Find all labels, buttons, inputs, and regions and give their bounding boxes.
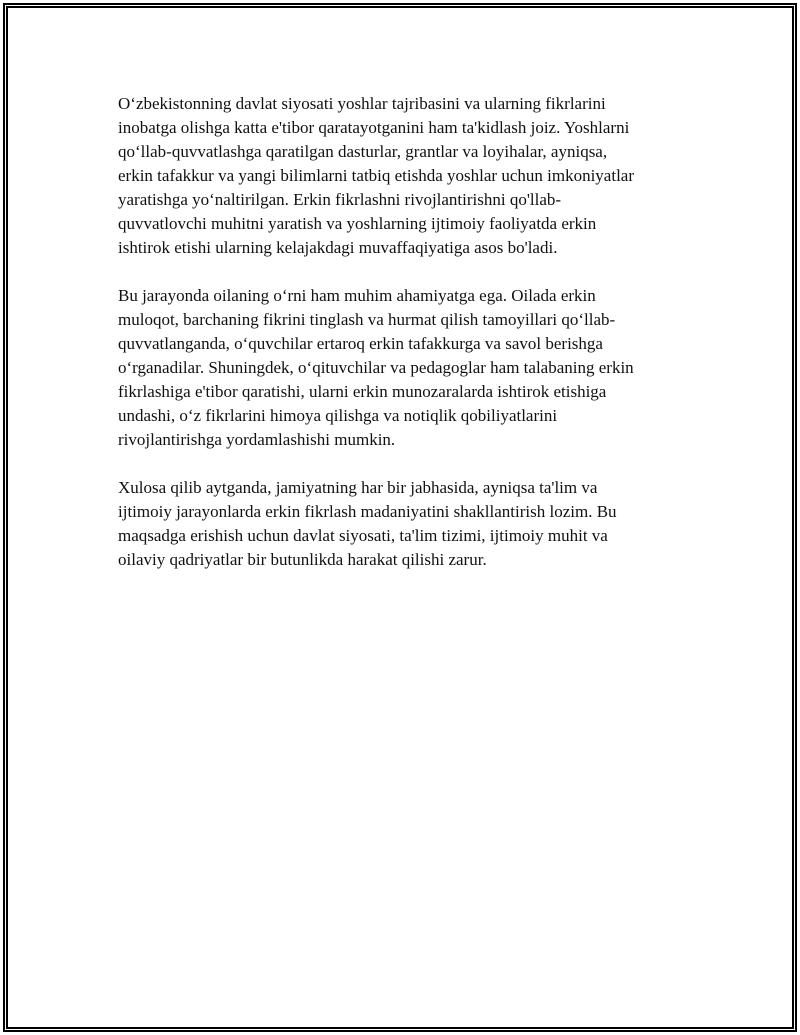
document-body <box>118 92 683 596</box>
paragraph-1: O‘zbekistonning davlat siyosati yoshlar tajribasini va ularning fikrlarini inobatga olishga katta e'tibor qaratayotganini ham ta'kidlash joiz. Yoshlarni qo‘llab-quvvatlashga qaratilgan dasturlar, grantlar va loyihalar, ayniqsa, erkin tafakkur va yangi bilimlarni tatbiq etishda yoshlar uchun imkoniyatlar yaratishga yo‘naltirilgan. Erkin fikrlashni rivojlantirishni qo'llab- quvvatlovchi muhitni yaratish va yoshlarning ijtimoiy faoliyatda erkin ishtirok etishi ularning kelajakdagi muvaffaqiyatiga asos bo'ladi. <box>118 94 635 257</box>
paragraph-2: Bu jarayonda oilaning o‘rni ham muhim ahamiyatga ega. Oilada erkin muloqot, barchaning fikrini tinglash va hurmat qilish tamoyillari qo‘llab- quvvatlanganda, o‘quvchilar ertaroq erkin tafakkurga va savol berishga o‘rganadilar. Shuningdek, o‘qituvchilar va pedagoglar ham talabaning erkin fikrlashiga e'tibor qaratishi, ularni erkin munozaralarda ishtirok etishiga undashi, o‘z fikrlarini himoya qilishga va notiqlik qobiliyatlarini rivojlantirishga yordamlashishi mumkin. <box>118 286 634 449</box>
paragraph-3: Xulosa qilib aytganda, jamiyatning har bir jabhasida, ayniqsa ta'lim va ijtimoiy jarayonlarda erkin fikrlash madaniyatini shakllantirish lozim. Bu maqsadga erishish uchun davlat siyosati, ta'lim tizimi, ijtimoiy muhit va oilaviy qadriyatlar bir butunlikda harakat qilishi zarur. <box>118 478 617 569</box>
